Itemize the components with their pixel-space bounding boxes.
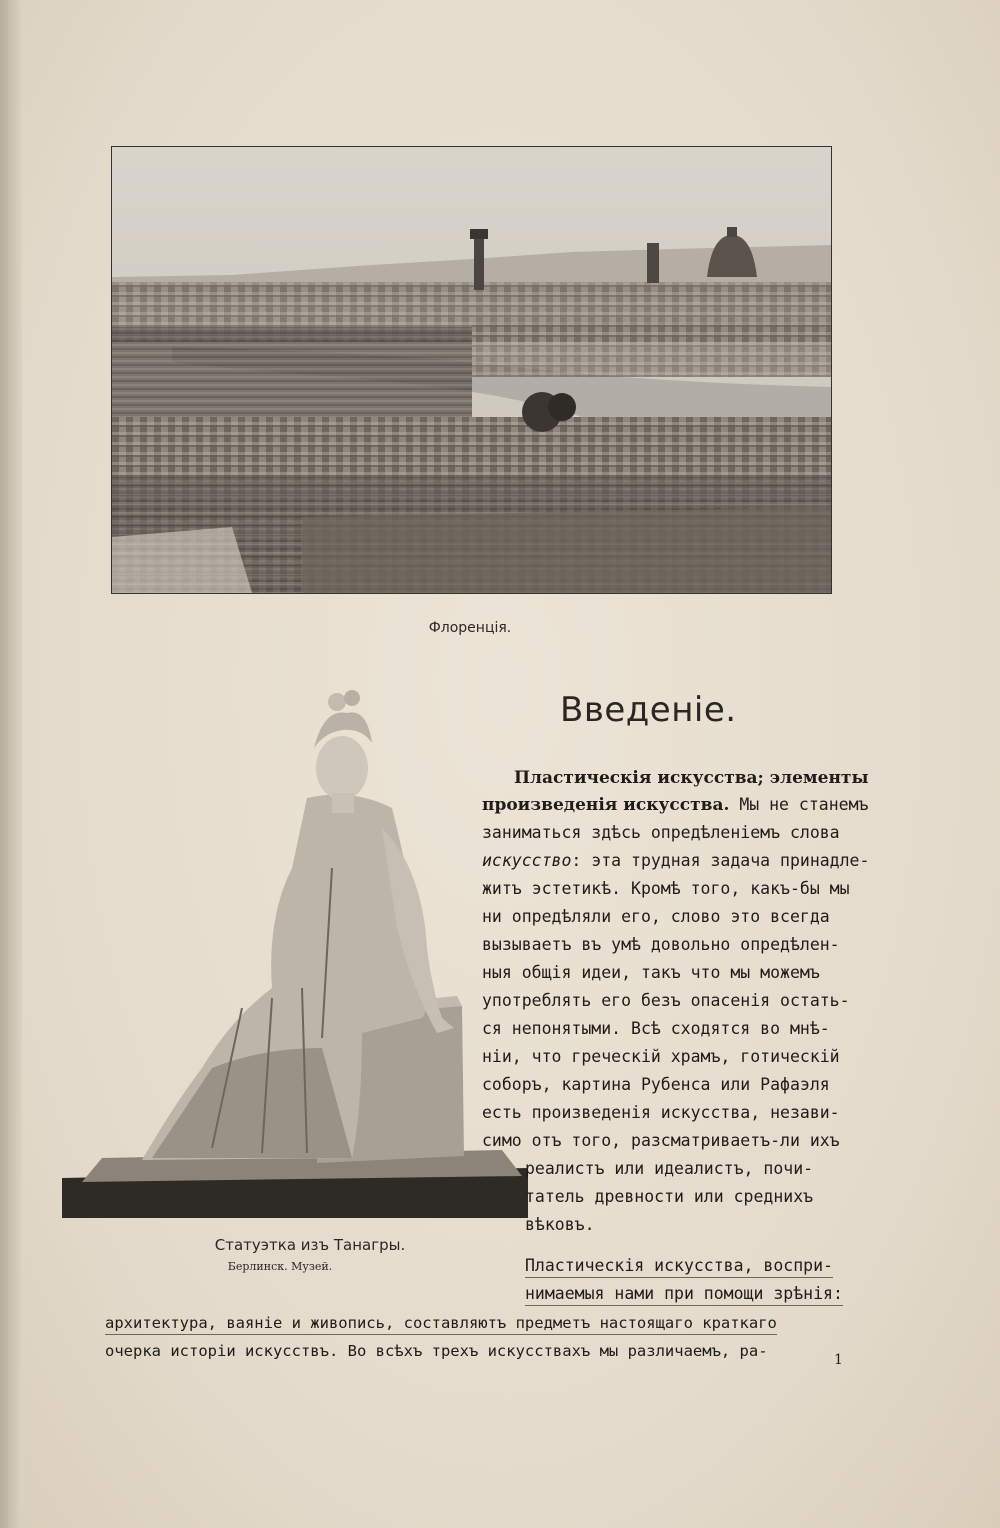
statue-subcaption: Берлинск. Музей.: [227, 1260, 333, 1273]
text-line: [482, 853, 869, 870]
text-line: заниматься здѣсь опредѣленіемъ слова: [482, 823, 840, 842]
text-line: Пластическія искусства; элементы: [514, 768, 869, 788]
text-line: вѣковъ.: [525, 1215, 595, 1234]
text-line-bold: произведенія искусства.: [482, 795, 730, 815]
text-line: ни опредѣляли его, слово это всегда: [482, 907, 830, 926]
text-line: нимаемыя нами при помощи зрѣнія:: [525, 1286, 843, 1306]
statue-caption: Статуэтка изъ Танагры.: [214, 1236, 406, 1254]
text-line-rest: : эта трудная задача принадле-: [571, 851, 870, 870]
text-line-rest: Мы не станемъ: [729, 795, 869, 814]
text-line: [482, 797, 868, 814]
text-line: ніи, что греческій храмъ, готическій: [482, 1047, 840, 1066]
text-line: реалистъ или идеалистъ, почи-: [525, 1159, 814, 1178]
text-line: житъ эстетикѣ. Кромѣ того, какъ-бы мы: [482, 879, 850, 898]
text-line: татель древности или среднихъ: [525, 1187, 814, 1206]
chapter-heading: Введеніе.: [560, 690, 737, 730]
text-line: архитектура, ваяніе и живопись, составляютъ предметъ настоящаго краткаго: [105, 1316, 777, 1335]
text-line: ныя общія идеи, такъ что мы можемъ: [482, 963, 820, 982]
text-line-italic: искусство: [482, 851, 572, 870]
text-line: употреблять его безъ опасенія остать-: [482, 991, 850, 1010]
text-line: Пластическія искусства, воспри-: [525, 1258, 833, 1278]
florence-caption: Флоренція.: [428, 620, 512, 636]
tanagra-statuette-photo: [62, 688, 528, 1218]
florence-photo: [111, 146, 832, 594]
text-line: очерка исторіи искусствъ. Во всѣхъ трехъ искусствахъ мы различаемъ, ра-: [105, 1342, 768, 1360]
page-gutter-shadow: [0, 0, 22, 1528]
page-number: 1: [834, 1352, 843, 1368]
text-line: вызываетъ въ умѣ довольно опредѣлен-: [482, 935, 840, 954]
text-line: ся непонятыми. Всѣ сходятся во мнѣ-: [482, 1019, 830, 1038]
statue-caption-block: [160, 1236, 460, 1273]
text-line: соборъ, картина Рубенса или Рафаэля: [482, 1075, 830, 1094]
text-line: есть произведенія искусства, незави-: [482, 1103, 840, 1122]
text-line: симо отъ того, разсматриваетъ-ли ихъ: [482, 1131, 840, 1150]
